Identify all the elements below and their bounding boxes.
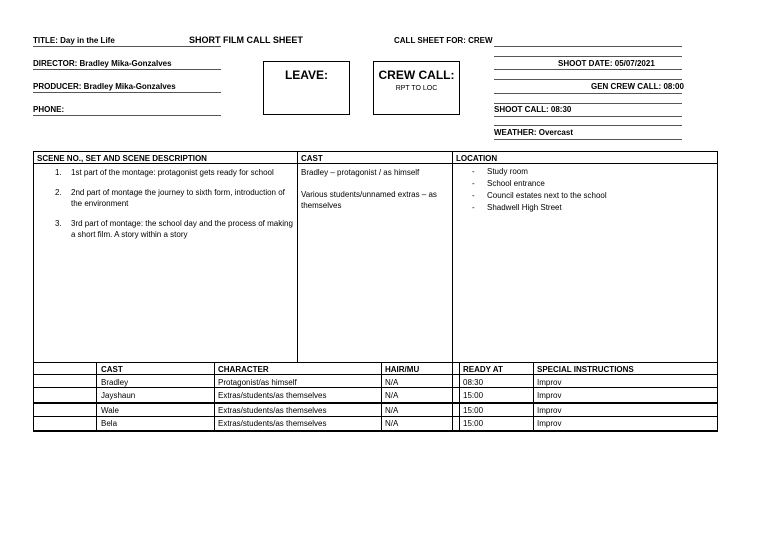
title-underline bbox=[33, 46, 221, 47]
shoot-call: SHOOT CALL: 08:30 bbox=[494, 105, 572, 114]
table-border-top bbox=[33, 151, 718, 152]
instructions-cell: Improv bbox=[537, 391, 562, 400]
cast-cell: Bela bbox=[101, 419, 118, 428]
instructions-cell: Improv bbox=[537, 419, 562, 428]
cast-col-header: CAST bbox=[101, 365, 123, 374]
col-divider bbox=[381, 362, 382, 431]
ready-at-cell: 08:30 bbox=[463, 378, 484, 387]
director-field: DIRECTOR: Bradley Mika-Gonzalves bbox=[33, 59, 172, 68]
location-list bbox=[472, 166, 712, 214]
cast-header: CAST bbox=[301, 154, 323, 163]
location-header: LOCATION bbox=[456, 154, 498, 163]
scene-header: SCENE NO., SET AND SCENE DESCRIPTION bbox=[37, 154, 207, 163]
character-cell: Extras/students/as themselves bbox=[218, 419, 327, 428]
producer-underline bbox=[33, 92, 221, 93]
leave-box bbox=[263, 61, 350, 115]
ready-at-cell: 15:00 bbox=[463, 406, 484, 415]
location-item: - Council estates next to the school bbox=[472, 190, 712, 202]
cast-description bbox=[301, 167, 449, 211]
phone-field: PHONE: bbox=[33, 105, 65, 114]
crew-call-sub: RPT TO LOC bbox=[395, 85, 438, 92]
scene-list bbox=[55, 167, 295, 249]
col-divider bbox=[297, 151, 298, 362]
right-line-4 bbox=[494, 125, 682, 126]
cast-cell: Wale bbox=[101, 406, 119, 415]
right-top-line bbox=[494, 56, 682, 57]
hair-mu-cell: N/A bbox=[385, 391, 399, 400]
col-divider bbox=[533, 362, 534, 431]
col-divider bbox=[452, 151, 453, 431]
leave-label: LEAVE: bbox=[284, 68, 329, 82]
character-cell: Extras/students/as themselves bbox=[218, 391, 327, 400]
phone-underline bbox=[33, 115, 221, 116]
col-divider bbox=[459, 362, 460, 431]
table-border-right bbox=[717, 151, 718, 431]
shoot-date-underline bbox=[494, 69, 682, 70]
weather: WEATHER: Overcast bbox=[494, 128, 573, 137]
call-sheet-for: CALL SHEET FOR: CREW bbox=[394, 36, 493, 45]
row-line bbox=[33, 402, 718, 404]
shoot-date: SHOOT DATE: 05/07/2021 bbox=[558, 59, 655, 68]
shoot-call-underline bbox=[494, 116, 682, 117]
scene-bottom-line bbox=[33, 362, 718, 363]
location-item: - Shadwell High Street bbox=[472, 202, 712, 214]
instructions-cell: Improv bbox=[537, 378, 562, 387]
scene-item: 2. 2nd part of montage the journey to sixth form, introduction of the environment bbox=[55, 188, 285, 208]
gen-crew-call: GEN CREW CALL: 08:00 bbox=[591, 82, 684, 91]
right-line-3 bbox=[494, 103, 682, 104]
title-field: TITLE: Day in the Life bbox=[33, 36, 115, 45]
row-line bbox=[33, 387, 718, 388]
call-sheet-for-underline bbox=[494, 46, 682, 47]
ready-at-cell: 15:00 bbox=[463, 419, 484, 428]
character-cell: Extras/students/as themselves bbox=[218, 406, 327, 415]
location-item: - Study room bbox=[472, 166, 712, 178]
producer-field: PRODUCER: Bradley Mika-Gonzalves bbox=[33, 82, 176, 91]
hair-mu-col-header: HAIR/MU bbox=[385, 365, 420, 374]
col-divider bbox=[214, 362, 215, 431]
table-border-bottom bbox=[33, 430, 718, 432]
right-line-2 bbox=[494, 79, 682, 80]
cast-cell: Jayshaun bbox=[101, 391, 136, 400]
special-instructions-col-header: SPECIAL INSTRUCTIONS bbox=[537, 365, 634, 374]
gen-crew-call-underline bbox=[494, 93, 682, 94]
scene-item: 1. 1st part of the montage: protagonist gets ready for school bbox=[55, 168, 274, 177]
cast-entry: Various students/unnamed extras – as themselves bbox=[301, 190, 437, 210]
character-col-header: CHARACTER bbox=[218, 365, 269, 374]
hair-mu-cell: N/A bbox=[385, 419, 399, 428]
ready-at-col-header: READY AT bbox=[463, 365, 503, 374]
location-item: - School entrance bbox=[472, 178, 712, 190]
col-divider bbox=[96, 362, 97, 431]
scene-item: 3. 3rd part of montage: the school day and the process of making a short film. A story within a story bbox=[55, 219, 293, 239]
row-line bbox=[33, 416, 718, 417]
document-title: SHORT FILM CALL SHEET bbox=[189, 35, 303, 45]
ready-at-cell: 15:00 bbox=[463, 391, 484, 400]
director-underline bbox=[33, 69, 221, 70]
cast-cell: Bradley bbox=[101, 378, 129, 387]
character-cell: Protagonist/as himself bbox=[218, 378, 297, 387]
cast-entry: Bradley – protagonist / as himself bbox=[301, 168, 420, 177]
weather-underline bbox=[494, 139, 682, 140]
hair-mu-cell: N/A bbox=[385, 406, 399, 415]
crew-call-box bbox=[373, 61, 460, 115]
crew-call-label: CREW CALL: bbox=[378, 68, 455, 82]
hair-mu-cell: N/A bbox=[385, 378, 399, 387]
table-border-left bbox=[33, 151, 34, 431]
instructions-cell: Improv bbox=[537, 406, 562, 415]
